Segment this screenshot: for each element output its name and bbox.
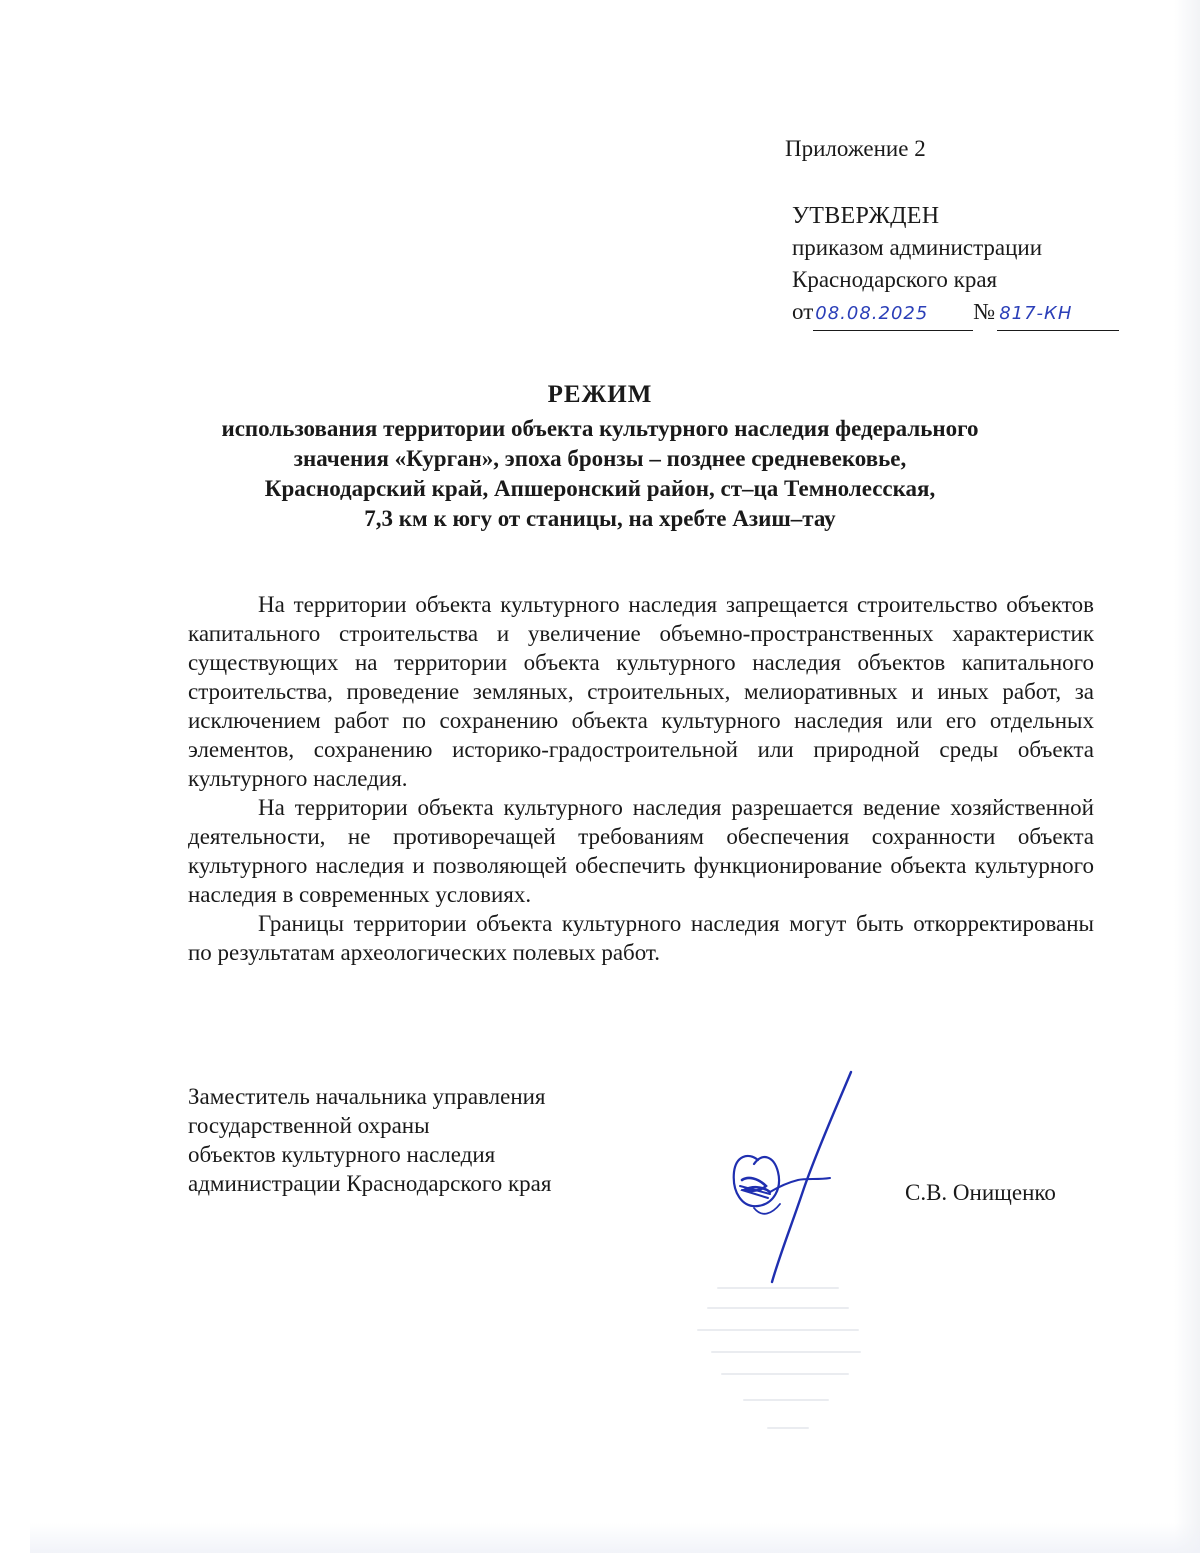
scan-edge-shadow [1174,0,1200,1553]
approval-line-1: приказом администрации [792,235,1043,260]
date-prefix: от [792,299,814,324]
signatory-role [188,1082,551,1198]
approval-line-2: Краснодарского края [792,267,998,292]
paragraph-prohibitions: На территории объекта культурного наследия запрещается строительство объектов капитального строительства и увеличение объемно-пространственных характеристик существующих на территории объекта культурного наследия объектов капитального строительства, проведение земляных, строительных, мелиоративных и иных работ, за исключением работ по сохранению объекта культурного наследия или его отдельных элементов, сохранению историко-градостроительной или природной среды объекта культурного наследия. [188,592,1094,791]
approval-heading: УТВЕРЖДЕН [792,203,940,229]
document-body [188,590,1094,967]
paragraph-permitted-activity: На территории объекта культурного наследия разрешается ведение хозяйственной деятельности, не противоречащей требованиям обеспечения сохранности объекта культурного наследия и позволяющей обеспечить функционирование объекта культурного наследия в современных условиях. [188,795,1094,907]
title-line-3: Краснодарский край, Апшеронский район, ст–ца Темнолесская, [264,476,936,501]
paragraph-boundaries: Границы территории объекта культурного наследия могут быть откорректированы по результатам археологических полевых работ. [188,911,1094,965]
signatory-name: С.В. Онищенко [905,1180,1056,1205]
order-date-number-line [792,296,1119,328]
handwritten-signature [718,1068,868,1288]
scan-bottom-band [30,1523,1200,1553]
approval-block [792,200,1119,328]
number-prefix: № [973,299,996,324]
document-title [150,380,1050,534]
title-heading: РЕЖИМ [547,381,653,408]
title-line-1: использования территории объекта культурного наследия федерального [221,416,979,441]
title-line-2: значения «Курган», эпоха бронзы – позднее средневековье, [293,446,907,471]
title-line-4: 7,3 км к югу от станицы, на хребте Азиш–тау [364,506,836,531]
signatory-role-line-4: администрации Краснодарского края [188,1171,552,1196]
signatory-role-line-1: Заместитель начальника управления [188,1084,546,1109]
appendix-label: Приложение 2 [785,136,926,161]
signatory-role-line-2: государственной охраны [188,1113,430,1138]
handwritten-order-number: 817-КН [997,298,1119,331]
faint-stamp-imprint [688,1278,878,1448]
handwritten-date: 08.08.2025 [813,298,973,331]
signatory-role-line-3: объектов культурного наследия [188,1142,496,1167]
